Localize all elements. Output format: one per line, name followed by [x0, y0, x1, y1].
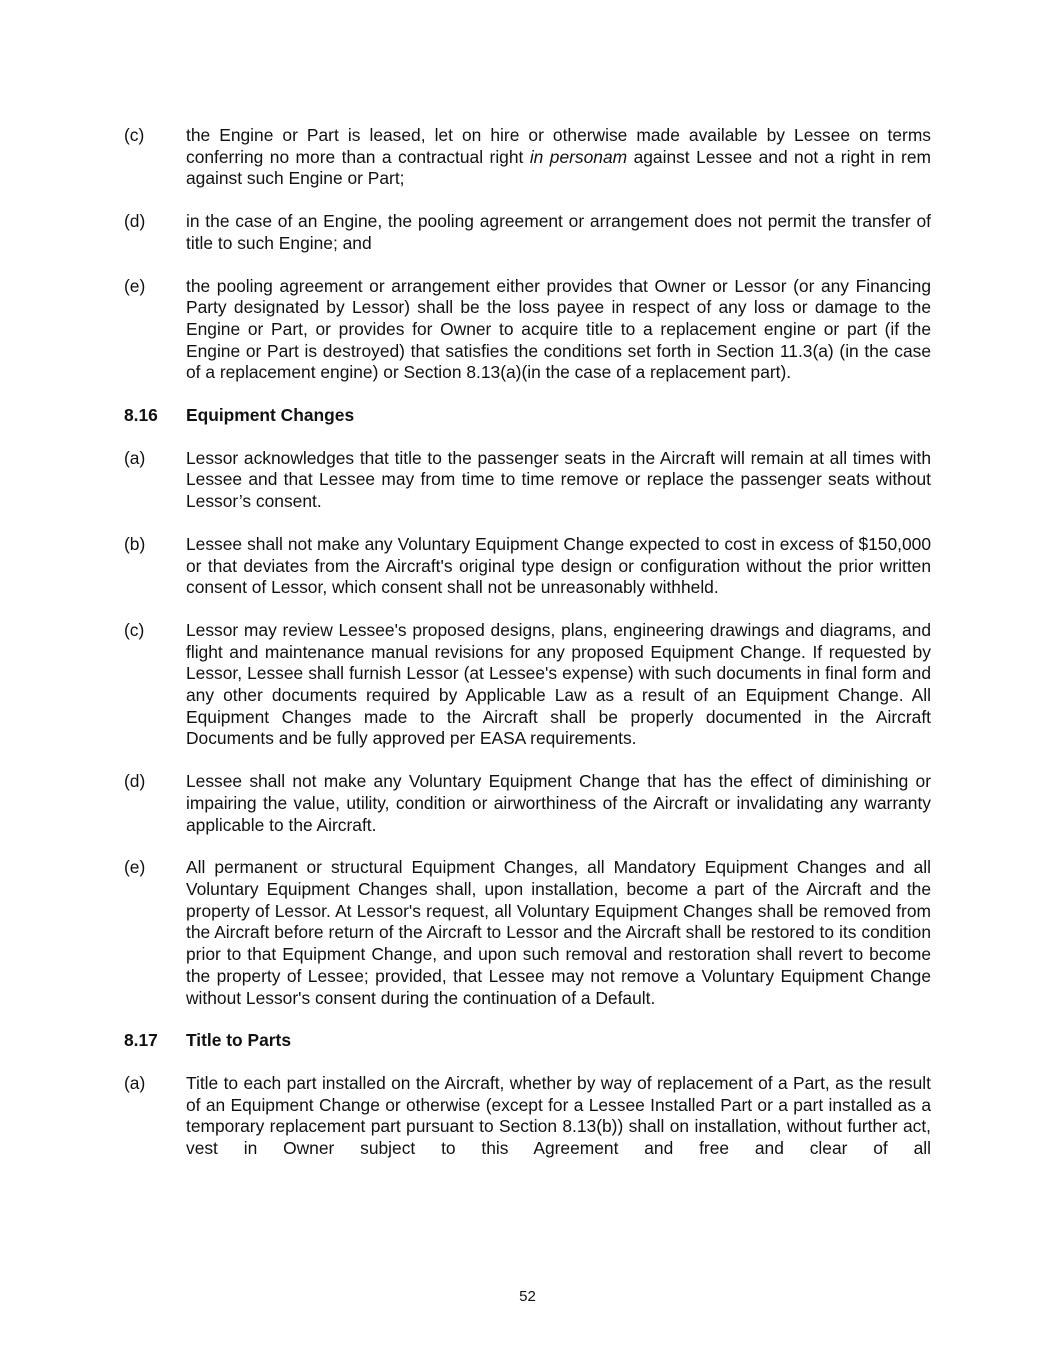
section-heading-8-17 — [124, 1030, 931, 1052]
clause-label: (c) — [124, 125, 145, 145]
section-title: Equipment Changes — [186, 405, 355, 426]
clause-label: (a) — [124, 1072, 146, 1093]
document-page — [124, 125, 931, 1181]
clause-label: (e) — [124, 275, 146, 296]
clause-8-15-e — [124, 276, 931, 385]
clause-text: All permanent or structural Equipment Changes, all Mandatory Equipment Changes and all Voluntary Equipment Changes shall, upon installation, become a part of the Aircraft and the property of Lessor. At Lessor's request, all Voluntary Equipment Changes shall be removed from the Aircraft before return of the Aircraft to Lessor and the Aircraft shall be restored to its condition prior to that Equipment Change, and upon such removal and restoration shall revert to become the property of Lessee; provided, that Lessee may not remove a Voluntary Equipment Change without Lessor's consent during the continuation of a Default. — [186, 857, 931, 1008]
clause-label: (b) — [124, 533, 146, 554]
clause-text-part: the Engine or Part is leased, let on hire or otherwise made available by Lessee on terms conferring no more than a contractual right — [186, 125, 931, 167]
clause-text: Lessee shall not make any Voluntary Equipment Change expected to cost in excess of $150,000 or that deviates from the Aircraft's original type design or configuration without the prior written consent of Lessor, which consent shall not be unreasonably withheld. — [186, 533, 931, 598]
clause-8-16-b — [124, 534, 931, 599]
clause-text: in the case of an Engine, the pooling agreement or arrangement does not permit the transfer of title to such Engine; and — [186, 211, 931, 253]
clause-text: Lessor acknowledges that title to the passenger seats in the Aircraft will remain at all times with Lessee and that Lessee may from time to time remove or replace the passenger seats without Lessor’s consent. — [186, 447, 931, 512]
clause-text: the pooling agreement or arrangement either provides that Owner or Lessor (or any Financing Party designated by Lessor) shall be the loss payee in respect of any loss or damage to the Engine or Part, or provides for Owner to acquire title to a replacement engine or part (if the Engine or Part is destroyed) that satisfies the conditions set forth in Section 11.3(a) (in the case of a replacement engine) or Section 8.13(a)(in the case of a replacement part). — [186, 275, 931, 383]
italic-term: in personam — [529, 146, 628, 167]
clause-label: (d) — [124, 211, 146, 232]
section-number: 8.16 — [124, 405, 158, 426]
clause-8-16-e — [124, 857, 931, 1009]
clause-text: Lessee shall not make any Voluntary Equipment Change that has the effect of diminishing or impairing the value, utility, condition or airworthiness of the Aircraft or invalidating any warranty applicable to the Aircraft. — [186, 771, 931, 835]
clause-label: (c) — [124, 619, 145, 640]
section-heading-8-16 — [124, 405, 931, 427]
clause-8-15-c — [124, 125, 931, 190]
clause-8-16-a — [124, 448, 931, 513]
section-number: 8.17 — [124, 1030, 158, 1051]
clause-text-part: against Lessee and not a right in rem against such Engine or Part; — [186, 146, 931, 189]
page-number: 52 — [519, 1288, 536, 1305]
section-title: Title to Parts — [186, 1030, 292, 1051]
clause-8-16-d — [124, 771, 931, 836]
clause-label: (e) — [124, 857, 146, 878]
clause-8-16-c — [124, 620, 931, 750]
clause-8-15-d — [124, 211, 931, 254]
clause-text: Title to each part installed on the Aircraft, whether by way of replacement of a Part, as the result of an Equipment Change or otherwise (except for a Lessee Installed Part or a part installed as a temporary replacement part pursuant to Section 8.13(b)) shall on installation, without further act, vest in Owner subject to this Agreement and free and clear of all — [186, 1072, 931, 1159]
clause-label: (d) — [124, 771, 146, 792]
clause-label: (a) — [124, 447, 146, 468]
clause-text: Lessor may review Lessee's proposed designs, plans, engineering drawings and diagrams, and flight and maintenance manual revisions for any proposed Equipment Change. If requested by Lessor, Lessee shall furnish Lessor (at Lessee's expense) with such documents in final form and any other documents required by Applicable Law as a result of an Equipment Change. All Equipment Changes made to the Aircraft shall be properly documented in the Aircraft Documents and be fully approved per EASA requirements. — [186, 619, 931, 749]
clause-8-17-a — [124, 1073, 931, 1160]
clause-text — [186, 125, 931, 190]
